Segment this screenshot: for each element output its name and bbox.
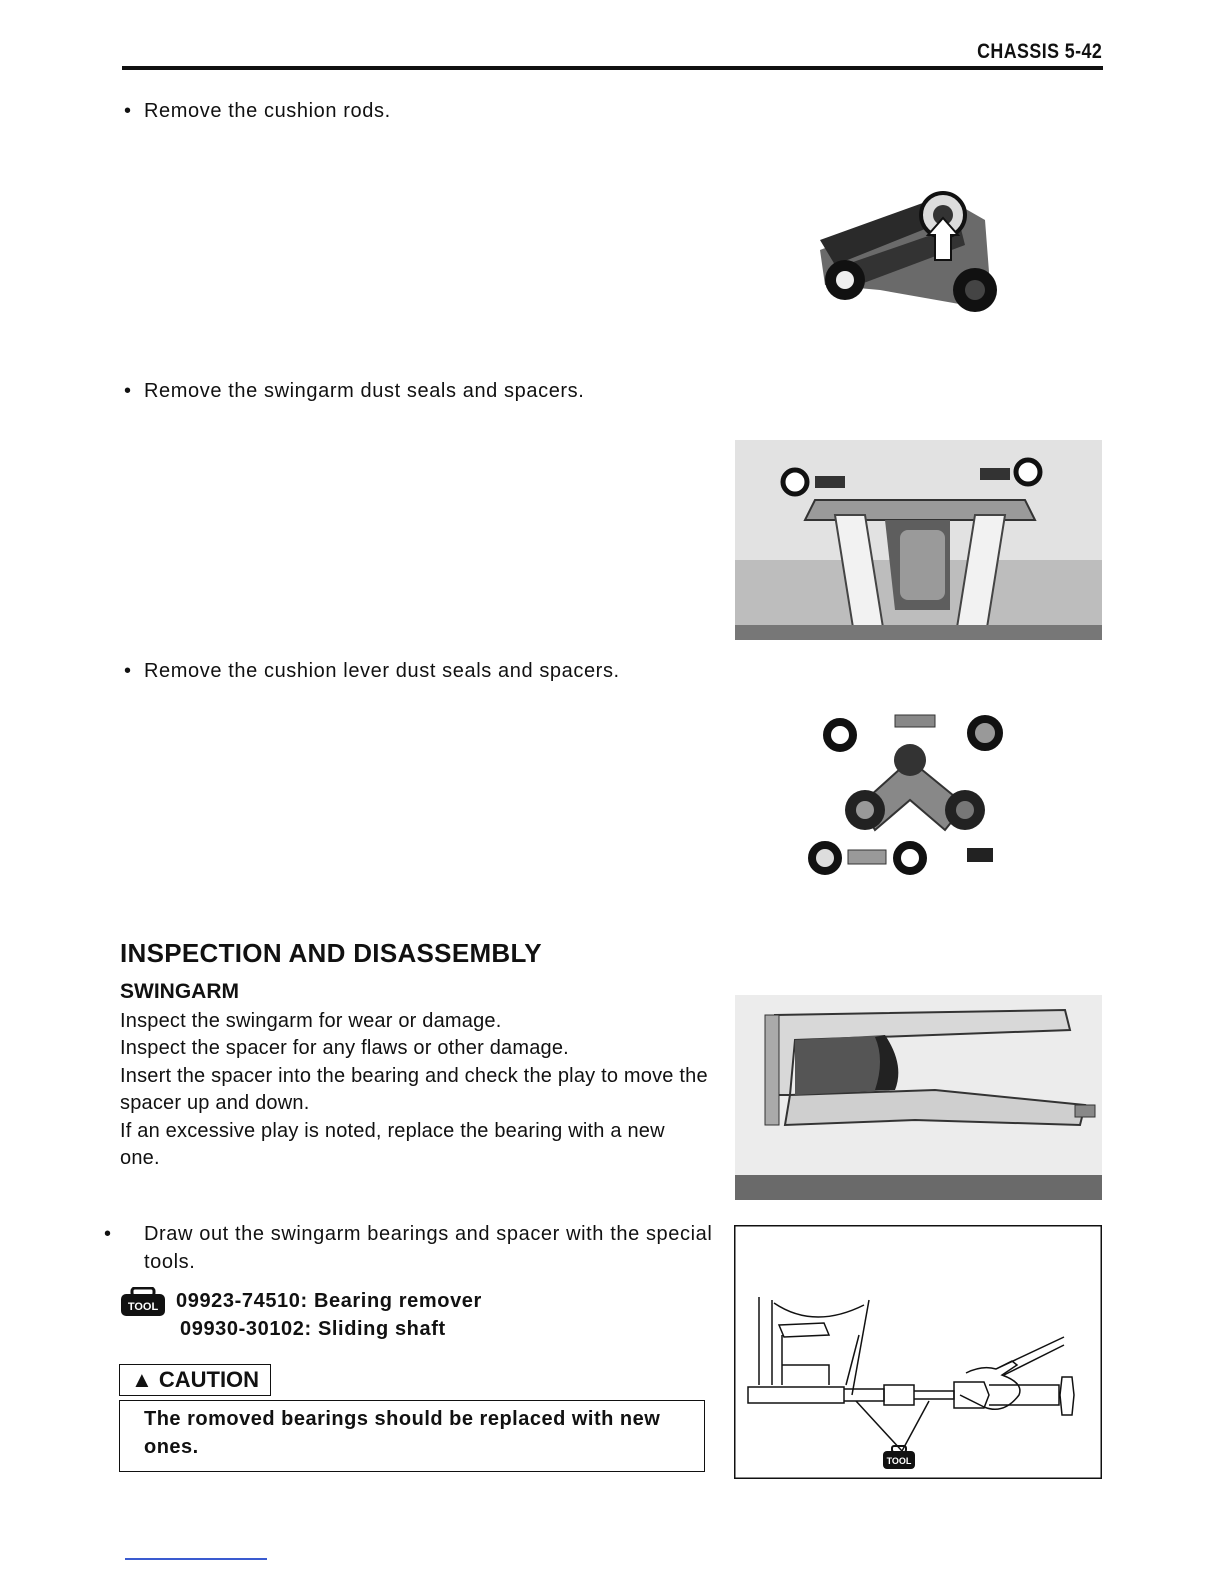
- step-remove-cushion-lever-seals: [124, 660, 620, 683]
- step-text: Remove the cushion rods.: [144, 100, 391, 122]
- tool-name: Sliding shaft: [317, 1318, 446, 1340]
- step-text: Remove the cushion lever dust seals and spacers.: [144, 660, 620, 682]
- page-header-title: CHASSIS 5-42: [976, 40, 1102, 63]
- swingarm-dust-seals-photo: [735, 440, 1102, 640]
- footer-rule: [125, 1558, 267, 1560]
- tool-icon-label: TOOL: [127, 1301, 159, 1313]
- caution-box: The romoved bearings should be replaced with new ones.: [119, 1400, 705, 1472]
- tool-item: [180, 1318, 446, 1341]
- step-draw-out-bearings: [104, 1220, 724, 1276]
- cushion-rods-photo: [760, 140, 1060, 370]
- tool-number: 09923-74510:: [176, 1290, 308, 1312]
- cushion-rod-assembly: [820, 193, 997, 312]
- swingarm-photo: [735, 995, 1102, 1200]
- tool-icon-label: TOOL: [886, 1456, 912, 1466]
- cushion-lever: [845, 744, 985, 830]
- step-text: Remove the swingarm dust seals and spacers.: [144, 380, 585, 402]
- bearing-removal-diagram: [734, 1225, 1102, 1479]
- cushion-lever-seals-photo: [780, 700, 1040, 900]
- tool-item: [176, 1290, 482, 1313]
- caution-label: ▲ CAUTION: [119, 1364, 271, 1396]
- header-rule: [122, 66, 1103, 70]
- bullet: •: [124, 380, 132, 402]
- step-remove-cushion-rods: [124, 100, 391, 123]
- bullet: •: [124, 660, 132, 682]
- paragraph: Inspect the spacer for any flaws or other damage.: [120, 1037, 569, 1060]
- warning-icon: ▲: [130, 1367, 153, 1392]
- subsection-heading: SWINGARM: [120, 980, 239, 1003]
- paragraph: If an excessive play is noted, replace the bearing with a new one.: [120, 1119, 665, 1170]
- paragraph: Inspect the swingarm for wear or damage.: [120, 1010, 502, 1032]
- tool-name: Bearing remover: [313, 1290, 482, 1312]
- bullet: •: [124, 100, 132, 122]
- step-text: Draw out the swingarm bearings and spacer with the special tools.: [144, 1223, 713, 1273]
- bullet: •: [104, 1223, 112, 1245]
- inspection-instructions: [120, 1008, 710, 1172]
- tool-icon: [120, 1287, 166, 1317]
- step-remove-swingarm-seals: [124, 380, 584, 403]
- paragraph: Insert the spacer into the bearing and check the play to move the spacer up and down.: [120, 1064, 708, 1115]
- tool-number: 09930-30102:: [180, 1318, 312, 1340]
- section-heading: INSPECTION AND DISASSEMBLY: [120, 938, 542, 968]
